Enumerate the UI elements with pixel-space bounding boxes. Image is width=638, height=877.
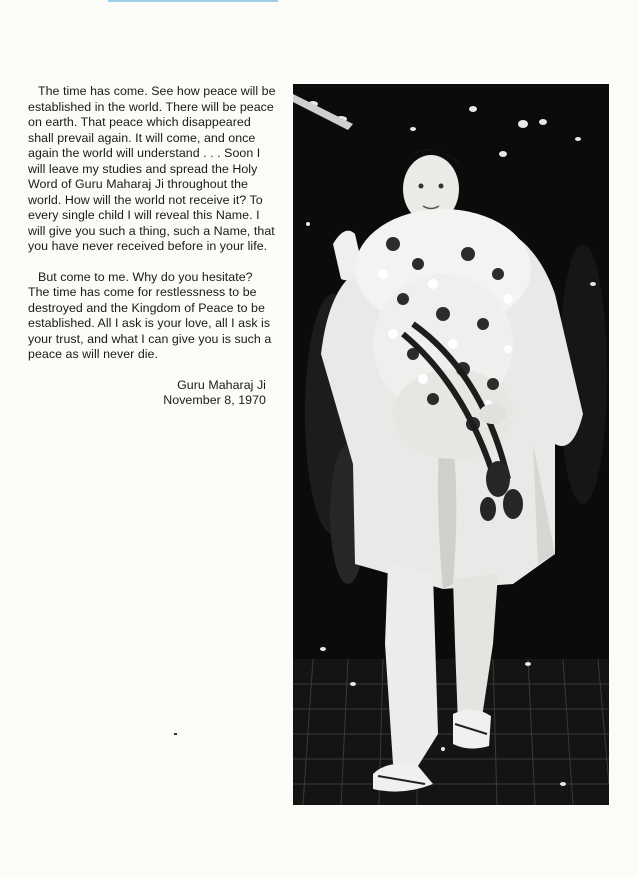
quote-paragraph-2: But come to me. Why do you hesitate? The time has come for restlessness to be destroyed and the Kingdom of Peace to be established. All I ask is your love, all I ask is your trust, and what I can give you is such a peace as will never die. <box>28 269 272 361</box>
photograph-illustration <box>293 84 609 805</box>
signature-block <box>28 378 266 409</box>
quote-paragraph-1: The time has come. See how peace will be established in the world. There will be peace on earth. That peace which disappeared shall prevail again. It will come, and once again the world will understand . . . Soon I will leave my studies and spread the Holy Word of Guru Maharaj Ji throughout the world. How will the world not receive it? To every single child I will reveal this Name. I will give you such a thing, such a Name, that you have never received before in your life. <box>28 84 276 253</box>
signature-author: Guru Maharaj Ji <box>177 377 266 392</box>
signature-date: November 8, 1970 <box>163 393 266 407</box>
quote-text-column <box>28 84 276 409</box>
top-decorative-rule <box>108 0 278 2</box>
print-speck <box>174 733 177 735</box>
photograph-boy-with-garlands <box>293 84 609 805</box>
